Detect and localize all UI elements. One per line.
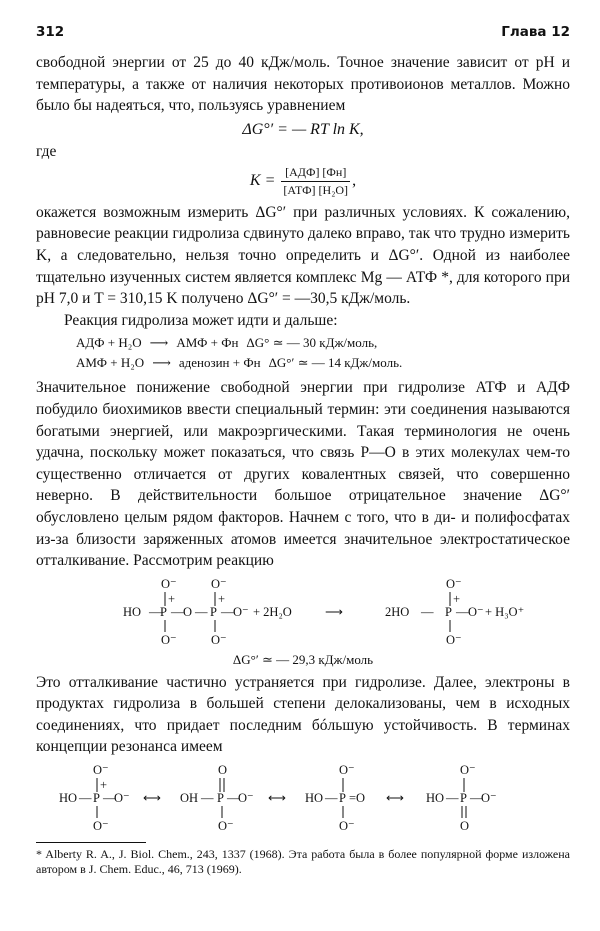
svg-text:HO: HO	[59, 791, 78, 806]
svg-text:O⁻: O⁻	[233, 604, 249, 619]
scheme-1-energy: ΔG°′ ≃ — 29,3 кДж/моль	[232, 651, 374, 667]
svg-text:HO: HO	[426, 791, 445, 806]
svg-text:O⁻: O⁻	[93, 819, 109, 834]
footnote: * Alberty R. A., J. Biol. Chem., 243, 1337 (1968). Эта работа была в более популярной форме изложена автором в J. Chem. Educ., 46, 713 (1969).	[36, 847, 570, 877]
svg-text:—: —	[171, 604, 184, 619]
svg-text:—: —	[456, 604, 469, 619]
paragraph-4: Значительное понижение свободной энергии при гидролизе АТФ и АДФ побудило биохимиков ввести специальный термин: эти соединения называются богатыми энергией, или макроэргическими. Такая терминология не очень удачна, поскольку может показаться, что связь Р—О в этих молекулах чем-то существенно отличается от других ковалентных связей, что совершенно неверно. В действительности большое отрицательное значение ΔG°′ обусловлено целым рядом факторов. Начнем с того, что в ди- и полифосфатах из-за близости заряженных атомов имеется значительное электростатическое отталкивание. Рассмотрим реакцию	[36, 379, 570, 570]
svg-text:O⁻: O⁻	[481, 791, 497, 806]
svg-text:+ 2H₂O: + 2H₂O	[253, 604, 292, 619]
svg-text:—: —	[325, 791, 338, 806]
svg-text:OH: OH	[180, 791, 199, 806]
paragraph-5: Это отталкивание частично устраняется при гидролизе. Далее, электроны в продуктах гидролиза в большей степени делокализованы, чем в исходных соединениях, что придает последним бóльшую устойчивость. В терминах концепции резонанса имеем	[36, 673, 570, 756]
svg-text:O⁻: O⁻	[460, 763, 476, 778]
svg-text:O⁻: O⁻	[161, 576, 177, 591]
reaction-1: АДФ + H₂O ⟶ АМФ + Фн ΔG° ≃ — 30 кДж/моль,	[76, 335, 378, 351]
equation-k: K = $\frac{\text{[АДФ] [Фн]}}{\text{[АТФ] [H₂O]}}$ ,	[249, 164, 357, 197]
reaction-2: АМФ + H₂O ⟶ аденозин + Фн ΔG°′ ≃ — 14 кДж/моль.	[76, 355, 403, 371]
svg-text:HO: HO	[305, 791, 324, 806]
svg-text:O⁻: O⁻	[468, 604, 484, 619]
svg-text:—: —	[421, 604, 434, 619]
svg-text:P: P	[460, 791, 467, 806]
svg-text:—: —	[446, 791, 459, 806]
svg-text:=O: =O	[349, 791, 366, 806]
page-header	[36, 24, 570, 52]
svg-text:O⁻: O⁻	[211, 576, 227, 591]
svg-text:O⁻: O⁻	[161, 632, 177, 647]
svg-text:O⁻: O⁻	[446, 576, 462, 591]
svg-text:+: +	[100, 778, 108, 793]
k-denominator: [АТФ] [H₂O]	[283, 182, 349, 197]
svg-text:⟶: ⟶	[325, 604, 343, 619]
paragraph-3: Реакция гидролиза может идти и дальше:	[64, 311, 338, 329]
svg-text:+: +	[453, 591, 461, 606]
k-lhs: K =	[249, 171, 276, 189]
page-number: 312	[36, 24, 65, 40]
svg-text:O⁻: O⁻	[238, 791, 254, 806]
svg-text:P: P	[210, 604, 217, 619]
svg-text:P: P	[445, 604, 452, 619]
svg-text:O⁻: O⁻	[211, 632, 227, 647]
svg-text:O⁻: O⁻	[114, 791, 130, 806]
paragraph-2: окажется возможным измерить ΔG°′ при различных условиях. К сожалению, равновесие реакции гидролиза сдвинуто далеко вправо, так что трудно измерить K, а следовательно, нельзя точно определить и ΔG°′. Одной из наиболее тщательно изученных систем является комплекс Mg — АТФ *, для которого при рН 7,0 и T = 310,15 K получено ΔG°′ = —30,5 кДж/моль.	[36, 203, 570, 308]
pyrophosphate-hydrolysis-scheme	[93, 576, 525, 648]
svg-text:O: O	[460, 819, 470, 834]
reactions	[76, 333, 570, 373]
svg-text:O⁻: O⁻	[339, 763, 355, 778]
k-fraction	[279, 165, 352, 198]
svg-text:P: P	[217, 791, 224, 806]
svg-text:HO: HO	[123, 604, 142, 619]
footnote-rule	[36, 842, 146, 843]
svg-text:P: P	[339, 791, 346, 806]
svg-text:O: O	[218, 763, 228, 778]
svg-text:O⁻: O⁻	[218, 819, 234, 834]
svg-text:O⁻: O⁻	[446, 632, 462, 647]
where-label: где	[36, 142, 57, 160]
svg-text:P: P	[160, 604, 167, 619]
svg-text:—: —	[195, 604, 208, 619]
page	[36, 24, 570, 877]
svg-text:—: —	[79, 791, 92, 806]
k-numerator: [АДФ] [Фн]	[281, 165, 350, 182]
svg-text:O: O	[183, 604, 193, 619]
svg-text:—: —	[470, 791, 483, 806]
paragraph-1: свободной энергии от 25 до 40 кДж/моль. Точное значение зависит от рН и температуры, а также от наличия некоторых противоионов металлов. Можно было бы надеяться, что, пользуясь уравнением	[36, 54, 570, 115]
svg-text:P: P	[93, 791, 100, 806]
svg-text:—: —	[201, 791, 214, 806]
svg-text:2HO: 2HO	[385, 604, 410, 619]
svg-text:—: —	[221, 604, 234, 619]
svg-text:—: —	[149, 604, 162, 619]
svg-text:⟷: ⟷	[386, 791, 404, 806]
svg-text:⟷: ⟷	[143, 791, 161, 806]
svg-text:+ H₃O⁺: + H₃O⁺	[485, 604, 525, 619]
svg-text:⟷: ⟷	[268, 791, 286, 806]
svg-text:O⁻: O⁻	[93, 763, 109, 778]
svg-text:O⁻: O⁻	[339, 819, 355, 834]
equation-delta-g: ΔG°′ = — RT ln K,	[242, 120, 364, 138]
chapter-title: Глава 12	[501, 24, 570, 40]
svg-text:—: —	[103, 791, 116, 806]
svg-text:—: —	[227, 791, 240, 806]
svg-text:+: +	[218, 591, 226, 606]
phosphate-resonance-scheme	[43, 762, 563, 834]
svg-text:+: +	[168, 591, 176, 606]
